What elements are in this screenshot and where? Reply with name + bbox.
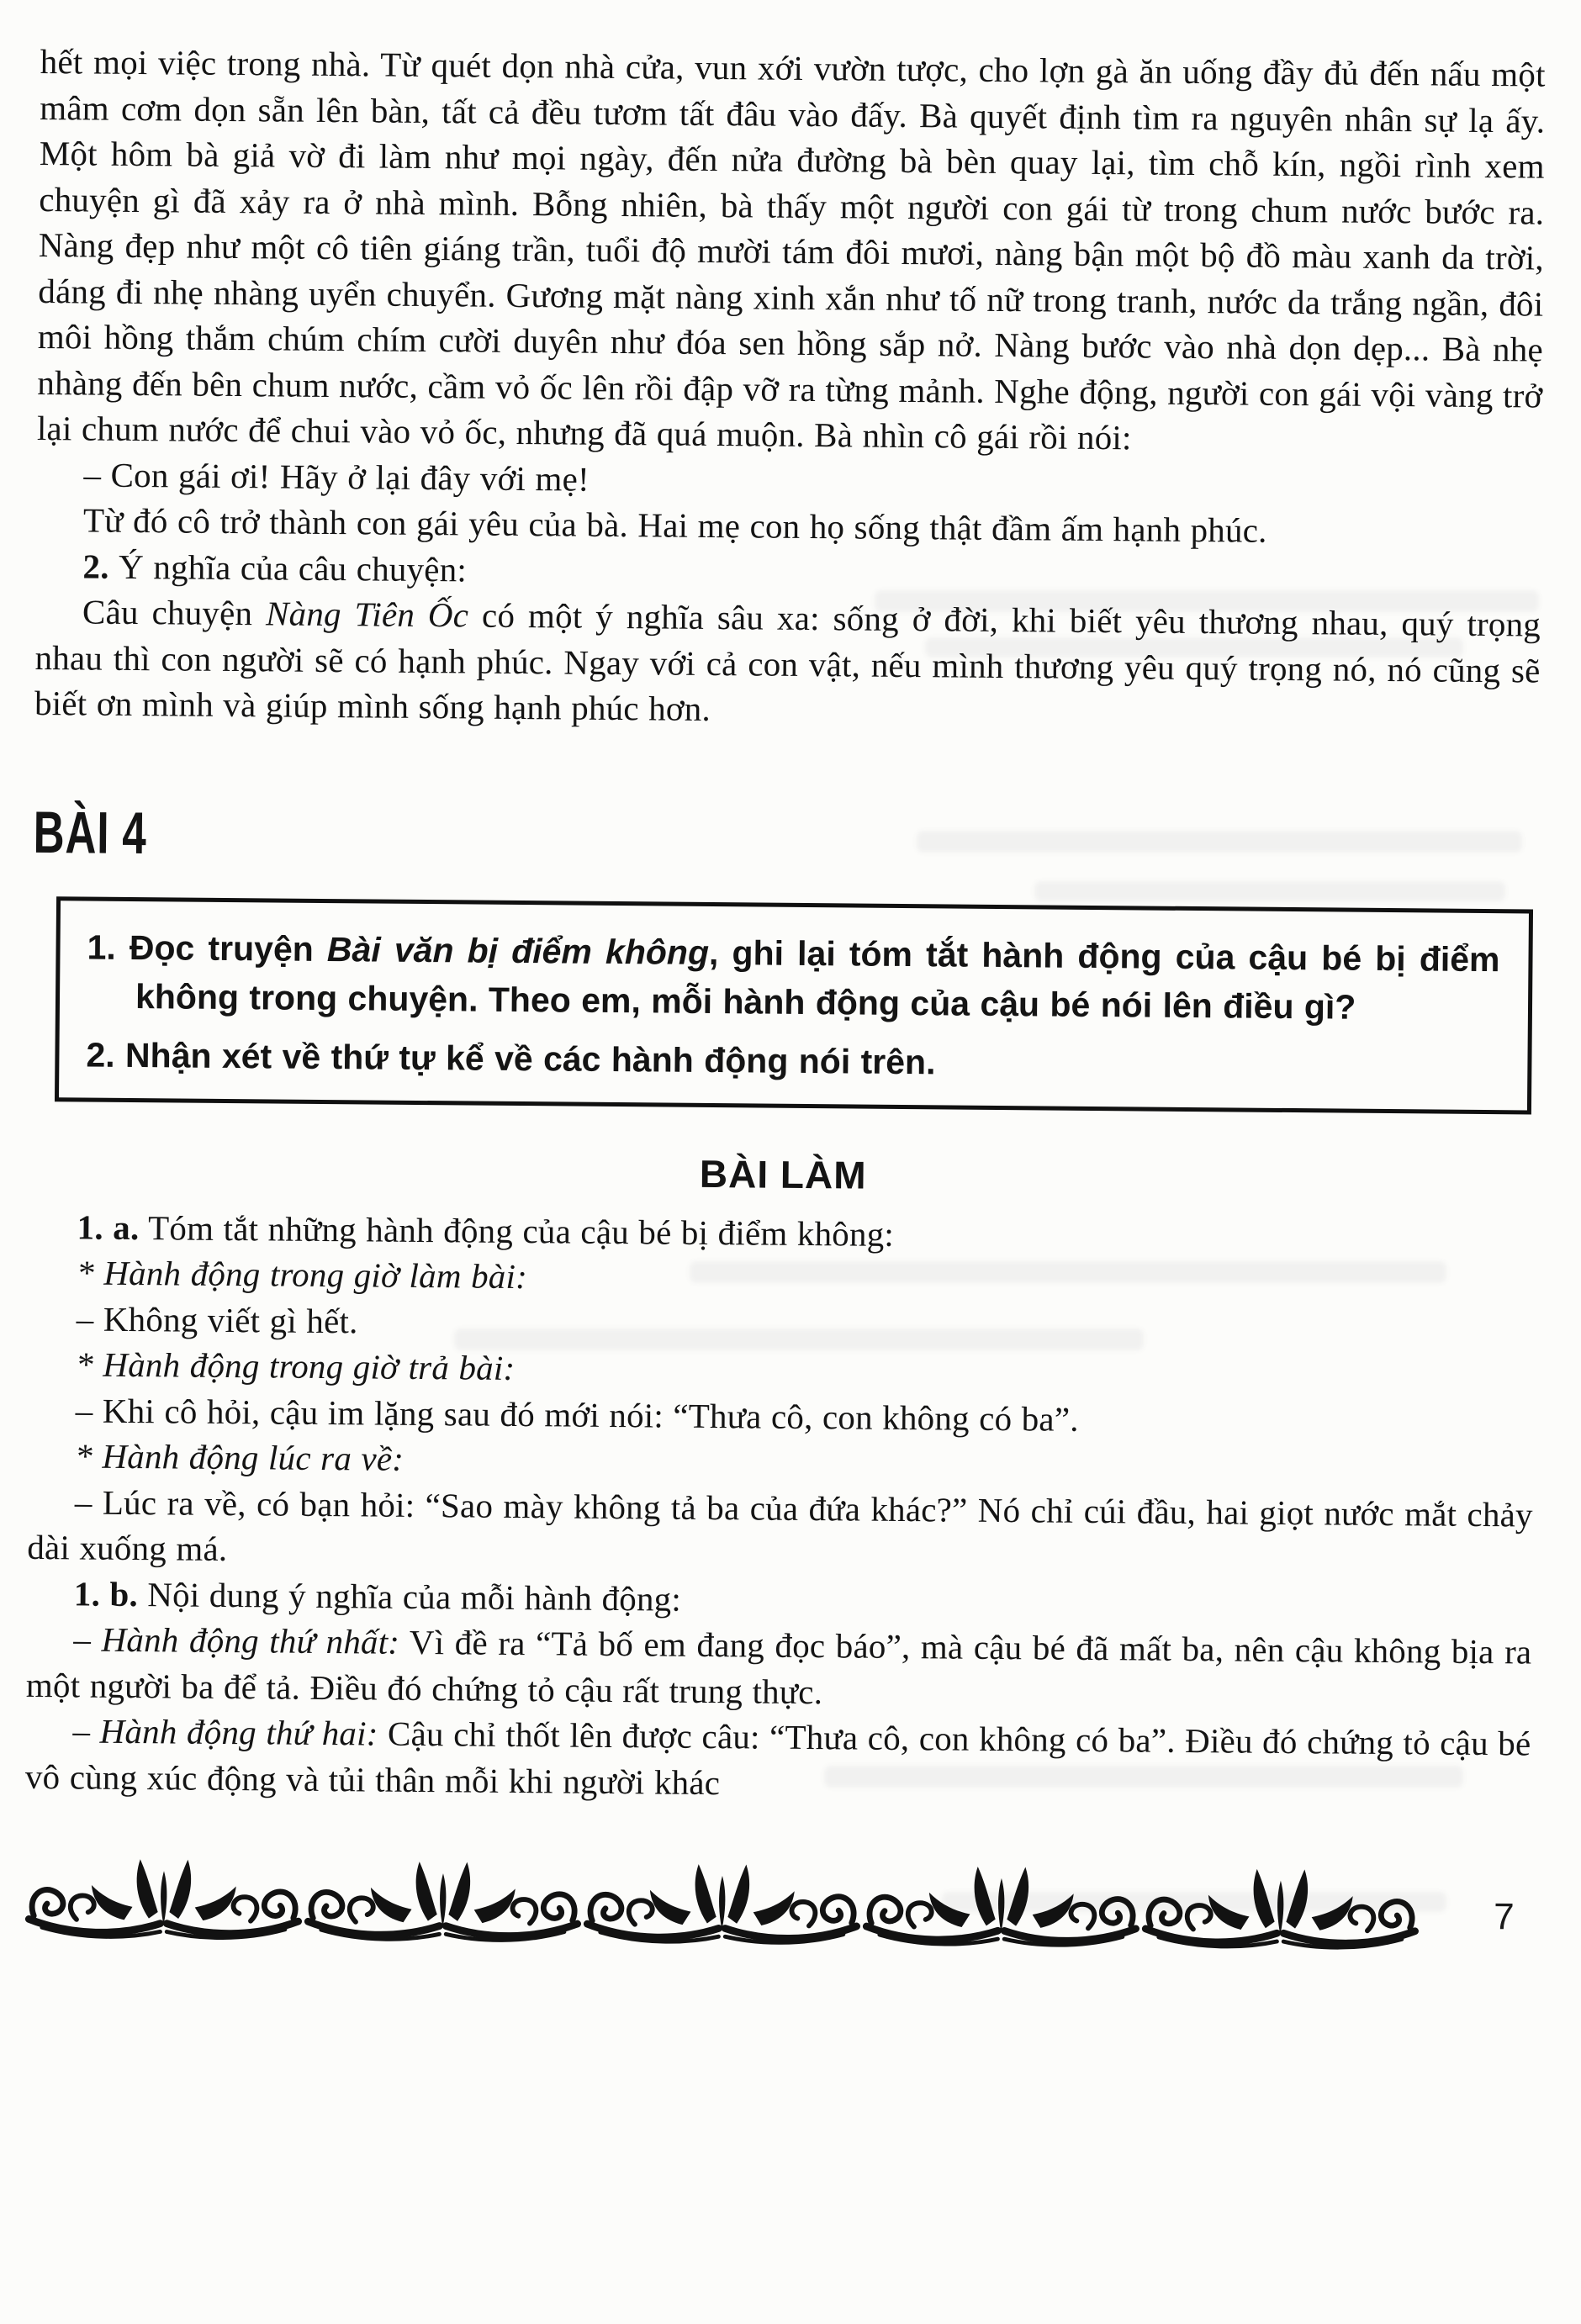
- lesson-heading: BÀI 4: [33, 798, 147, 866]
- page-footer: [24, 1851, 1530, 1974]
- floral-ornament-icon: [582, 1857, 862, 1953]
- page-number: 7: [1493, 1896, 1515, 1938]
- story-paragraph: [37, 39, 1546, 464]
- floral-ornament-icon: [1140, 1862, 1420, 1958]
- star-2-text: * Hành động trong giờ trả bài:: [76, 1344, 516, 1387]
- story-title: Nàng Tiên Ốc: [265, 594, 469, 635]
- answer-a-number: 1. a.: [77, 1207, 140, 1247]
- story-text: hết mọi việc trong nhà. Từ quét dọn nhà cửa, vun xới vườn tược, cho lợn gà ăn uống đầy đủ đến nấu một mâm cơm dọn sẵn lên bàn, tất cả đều tươm tất đâu vào đấy. Bà quyết định tìm ra nguyên nhân sự lạ ấy. Một hôm bà giả vờ đi làm như mọi ngày, đến nửa đường bà bèn quay lại, tìm chỗ kín, ngồi rình xem chuyện gì đã xảy ra ở nhà mình. Bỗng nhiên, bà thấy một người con gái từ trong chum nước bước ra. Nàng đẹp như một cô tiên giáng trần, tuổi độ mười tám đôi mươi, nàng bận một bộ đồ màu xanh da trời, dáng đi nhẹ nhàng uyển chuyển. Gương mặt nàng xinh xắn như tố nữ trong tranh, nước da trắng ngần, đôi môi hồng thắm chúm chím cười duyên như đóa sen hồng sắp nở. Nàng bước vào nhà dọn dẹp... Bà nhẹ nhàng đến bên chum nước, cầm vỏ ốc lên rồi đập vỡ ra từng mảnh. Nghe động, người con gái vội vàng trở lại chum nước để chui vào vỏ ốc, nhưng đã quá muộn. Bà nhìn cô gái rồi nói:: [36, 41, 1546, 457]
- meaning-pre-text: Câu chuyện: [82, 592, 267, 633]
- floral-ornament-icon: [303, 1854, 583, 1951]
- dialogue-text: – Con gái ơi! Hãy ở lại đây với mẹ!: [83, 454, 590, 499]
- story-section: [34, 39, 1546, 739]
- star-1-text: * Hành động trong giờ làm bài:: [76, 1253, 528, 1297]
- exercise-1-pre: Đọc truyện: [115, 927, 328, 969]
- closing-text: Từ đó cô trở thành con gái yêu của bà. Hai mẹ con họ sống thật đầm ấm hạnh phúc.: [82, 500, 1267, 550]
- star-3-text: * Hành động lúc ra về:: [75, 1436, 405, 1478]
- exercise-2-number: 2.: [86, 1035, 115, 1075]
- action-1-text: Vì đề ra “Tả bố em đang đọc báo”, mà cậu bé đã mất ba, nên cậu không bịa ra một người ba để tả. Điều đó chứng tỏ cậu rất trung thực.: [25, 1622, 1532, 1711]
- exercise-box: [55, 896, 1533, 1114]
- exercise-2-text: Nhận xét về thứ tự kể về các hành động nói trên.: [114, 1035, 936, 1081]
- answer-3-text: – Lúc ra về, có bạn hỏi: “Sao mày không tả ba của đứa khác?” Nó chỉ cúi đầu, hai giọt nước mắt chảy dài xuống má.: [27, 1482, 1533, 1569]
- meaning-heading-text: Ý nghĩa của câu chuyện:: [108, 547, 468, 589]
- meaning-paragraph: [34, 589, 1541, 739]
- answer-b-number: 1. b.: [73, 1573, 139, 1614]
- action-2-text: Cậu chỉ thốt lên được câu: “Thưa cô, con không có ba”. Điều đó chứng tỏ cậu bé vô cùng xúc động và tủi thân mỗi khi người khác: [24, 1714, 1531, 1802]
- answer-2-text: – Khi cô hỏi, cậu im lặng sau đó mới nói: “Thưa cô, con không có ba”.: [75, 1390, 1079, 1439]
- bailam-heading: BÀI LÀM: [699, 1151, 867, 1197]
- meaning-post-text: có một ý nghĩa sâu xa: sống ở đời, khi biết yêu thương nhau, quý trọng nhau thì con người sẽ có hạnh phúc. Ngay với cả con vật, nếu mình thương yêu quý trọng nó, nó cũng sẽ biết ơn mình và giúp mình sống hạnh phúc hơn.: [34, 595, 1541, 728]
- dash: –: [73, 1619, 102, 1659]
- floral-ornament-icon: [24, 1851, 304, 1948]
- answer-b-text: Nội dung ý nghĩa của mỗi hành động:: [137, 1574, 682, 1619]
- exercise-item-1: [87, 922, 1500, 1033]
- exercise-1-number: 1.: [87, 927, 116, 967]
- answers-section: [25, 1203, 1536, 1812]
- answer-a-text: Tóm tắt những hành động của cậu bé bị điểm không:: [139, 1207, 895, 1254]
- action-1-label: Hành động thứ nhất:: [101, 1619, 400, 1661]
- action-2-label: Hành động thứ hai:: [99, 1711, 378, 1753]
- exercise-1-story-title: Bài văn bị điểm không: [326, 929, 710, 972]
- answer-action-1: [26, 1616, 1532, 1721]
- answer-1-text: – Không viết gì hết.: [76, 1298, 358, 1340]
- exercise-item-2: [86, 1030, 1499, 1091]
- answer-line-3: [27, 1478, 1533, 1583]
- answer-action-2: [25, 1708, 1531, 1813]
- exercise-1-post: , ghi lại tóm tắt hành động của cậu bé bị điểm không trong chuyện. Theo em, mỗi hành động của cậu bé nói lên điều gì?: [135, 932, 1500, 1027]
- ornament-row: [24, 1851, 1420, 1957]
- meaning-number: 2.: [82, 546, 109, 586]
- floral-ornament-icon: [861, 1859, 1141, 1956]
- dash: –: [72, 1711, 100, 1751]
